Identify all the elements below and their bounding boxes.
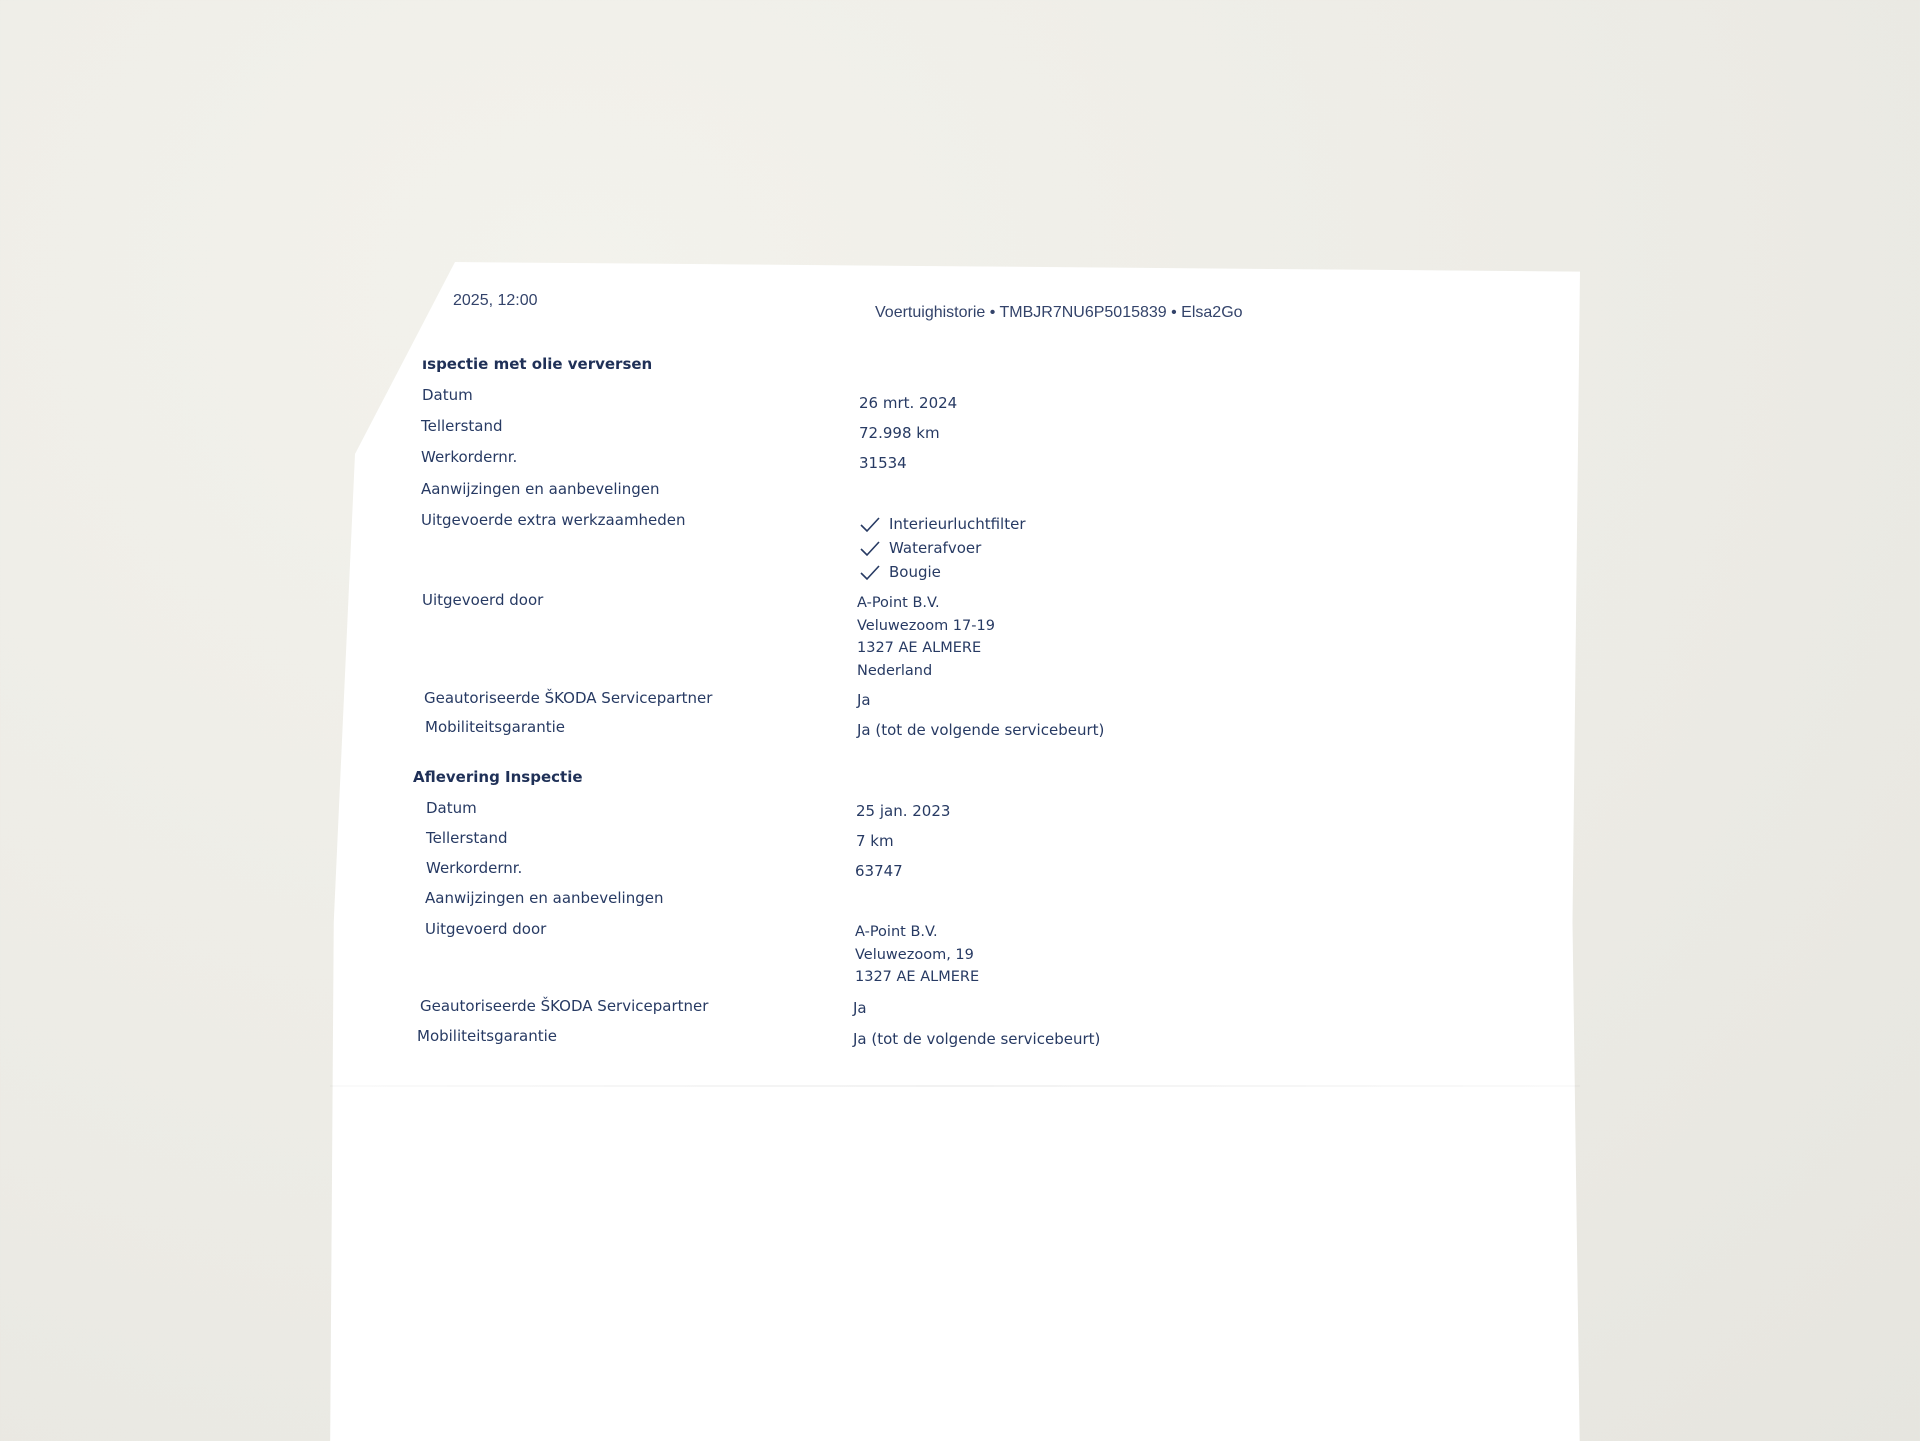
werkordernr-label: Werkordernr. xyxy=(426,859,523,877)
mobiliteitsgarantie-value: Ja (tot de volgende servicebeurt) xyxy=(857,721,1105,739)
tellerstand-value: 7 km xyxy=(856,832,894,850)
mobiliteitsgarantie-value: Ja (tot de volgende servicebeurt) xyxy=(853,1030,1101,1048)
datum-value: 26 mrt. 2024 xyxy=(859,394,958,412)
address-line: A-Point B.V. xyxy=(855,924,938,940)
address-line: 1327 AE ALMERE xyxy=(857,640,982,656)
servicepartner-value: Ja xyxy=(853,999,867,1017)
tellerstand-value: 72.998 km xyxy=(859,424,940,442)
extra-item-label: Bougie xyxy=(889,563,941,581)
aanwijzingen-label: Aanwijzingen en aanbevelingen xyxy=(421,480,660,498)
checkmark-icon xyxy=(859,539,881,557)
address-line: Veluwezoom, 19 xyxy=(855,946,974,963)
print-datetime: 2025, 12:00 xyxy=(453,292,538,309)
extra-werkzaamheden-label: Uitgevoerde extra werkzaamheden xyxy=(421,511,686,529)
extra-item xyxy=(859,539,981,557)
mobiliteitsgarantie-label: Mobiliteitsgarantie xyxy=(417,1027,557,1045)
address-line: A-Point B.V. xyxy=(857,595,940,611)
extra-item xyxy=(859,563,941,581)
extra-item xyxy=(859,515,1025,533)
section-title: ıspectie met olie verversen xyxy=(422,355,653,373)
address-line: Veluwezoom 17-19 xyxy=(857,617,995,634)
servicepartner-label: Geautoriseerde ŠKODA Servicepartner xyxy=(420,997,709,1015)
address-line: 1327 AE ALMERE xyxy=(855,969,980,985)
servicepartner-value: Ja xyxy=(857,691,871,709)
tellerstand-label: Tellerstand xyxy=(426,829,508,847)
datum-value: 25 jan. 2023 xyxy=(856,802,951,820)
document-title: Voertuighistorie • TMBJR7NU6P5015839 • Elsa2Go xyxy=(875,304,1243,321)
werkordernr-value: 31534 xyxy=(859,454,907,472)
aanwijzingen-label: Aanwijzingen en aanbevelingen xyxy=(425,889,664,907)
extra-item-label: Waterafvoer xyxy=(889,539,982,557)
uitgevoerd-door-label: Uitgevoerd door xyxy=(425,920,547,938)
mobiliteitsgarantie-label: Mobiliteitsgarantie xyxy=(425,718,565,736)
datum-label: Datum xyxy=(426,799,477,817)
servicepartner-label: Geautoriseerde ŠKODA Servicepartner xyxy=(424,689,713,707)
datum-label: Datum xyxy=(422,386,473,404)
address-line: Nederland xyxy=(857,662,933,679)
extra-item-label: Interieurluchtfilter xyxy=(889,515,1026,533)
checkmark-icon xyxy=(859,515,881,533)
checkmark-icon xyxy=(859,563,881,581)
tellerstand-label: Tellerstand xyxy=(421,417,503,435)
section-title: Aflevering Inspectie xyxy=(413,768,583,786)
werkordernr-value: 63747 xyxy=(855,862,903,880)
uitgevoerd-door-address xyxy=(857,592,995,682)
werkordernr-label: Werkordernr. xyxy=(421,448,518,466)
uitgevoerd-door-address xyxy=(855,921,979,989)
uitgevoerd-door-label: Uitgevoerd door xyxy=(422,591,544,609)
